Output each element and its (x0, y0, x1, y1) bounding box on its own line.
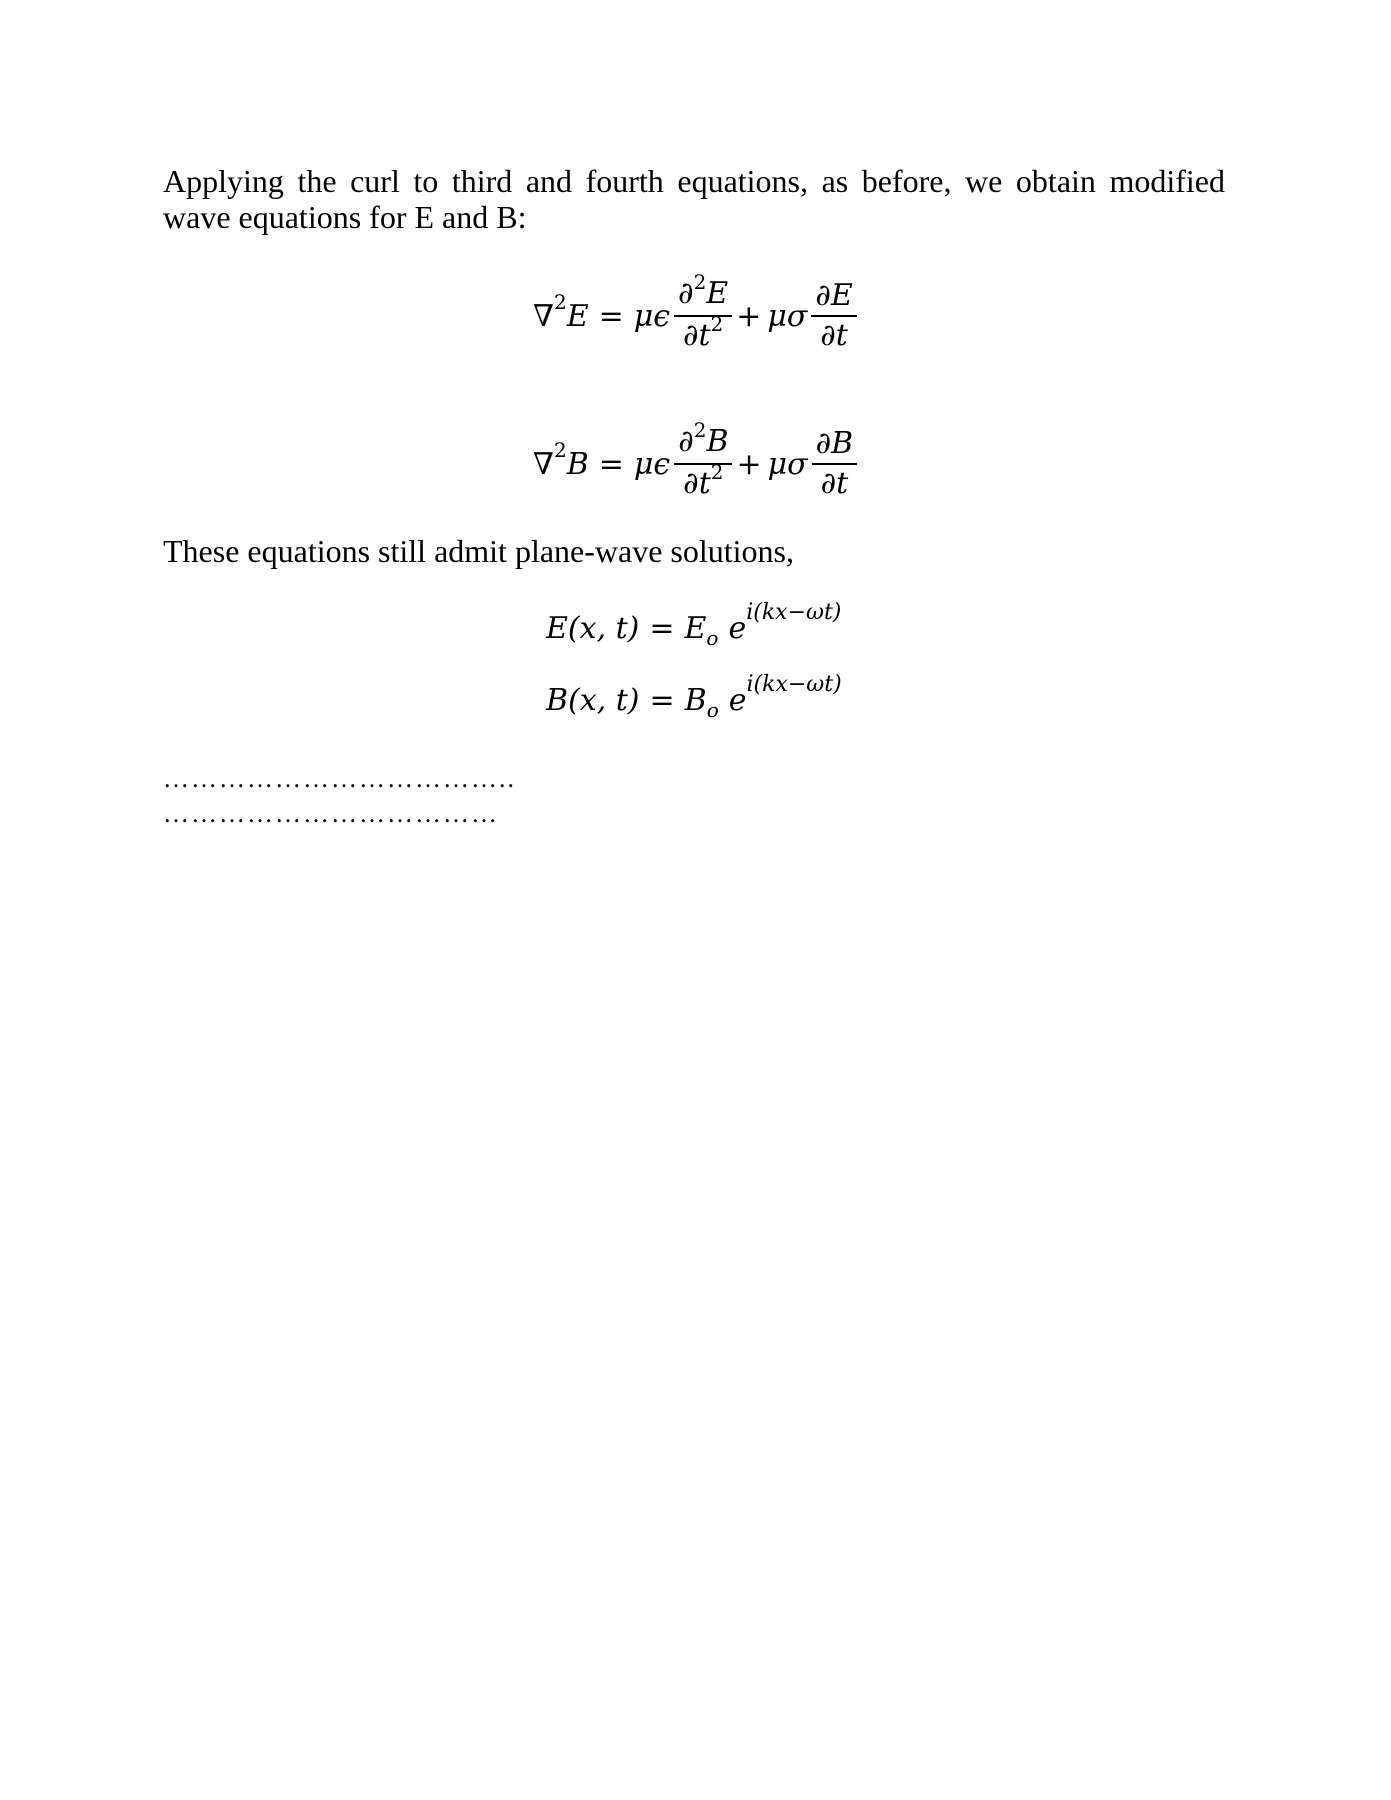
amplitude: E (684, 610, 707, 646)
first-derivative-fraction (812, 425, 858, 503)
fraction-denominator: $\partial t^2$ (682, 312, 724, 353)
plane-wave-solution-e (546, 599, 842, 653)
exponent: i(kx−ωt) (746, 599, 842, 625)
amplitude-subscript: o (706, 698, 719, 722)
fraction-numerator: ∂$^2$E (678, 270, 729, 311)
fraction-denominator: ∂t (820, 318, 848, 353)
second-derivative-fraction (674, 270, 732, 357)
laplacian-exponent: 2 (553, 438, 567, 462)
equals-sign: = (649, 682, 675, 718)
coefficient-mu-epsilon: μϵ (633, 298, 671, 334)
equals-sign: = (598, 298, 624, 334)
fraction-numerator: ∂B (815, 426, 854, 461)
ellipsis-line-1: ……………………………….. (163, 764, 516, 793)
coefficient-mu-sigma: μσ (767, 298, 808, 334)
plus-sign: + (736, 446, 762, 482)
laplacian-exponent: 2 (553, 290, 567, 314)
second-derivative-fraction (674, 418, 732, 505)
laplacian-operator: ∇ (533, 446, 554, 482)
equals-sign: = (649, 610, 675, 646)
exponential-base: e (728, 610, 747, 646)
lhs-variable: B (566, 446, 589, 482)
solution-lhs: B(x, t) (546, 682, 640, 718)
wave-equation-e (533, 271, 861, 361)
plane-wave-solution-b (546, 671, 842, 725)
equals-sign: = (598, 446, 624, 482)
amplitude-subscript: o (706, 626, 719, 650)
exponential-base: e (728, 682, 747, 718)
first-derivative-fraction (811, 277, 856, 355)
lhs-variable: E (566, 298, 589, 334)
plus-sign: + (736, 298, 762, 334)
coefficient-mu-sigma: μσ (767, 446, 808, 482)
plane-wave-paragraph: These equations still admit plane-wave solutions, (163, 533, 794, 569)
wave-equation-b (533, 419, 861, 509)
exponent: i(kx−ωt) (746, 671, 842, 697)
amplitude: B (684, 682, 707, 718)
fraction-denominator: $\partial t^2$ (683, 460, 724, 501)
ellipsis-line-2: ……………………………… (163, 799, 499, 828)
solution-lhs: E(x, t) (546, 610, 640, 646)
fraction-numerator: ∂$^2$B (678, 418, 729, 459)
fraction-numerator: ∂E (815, 278, 853, 313)
intro-paragraph: Applying the curl to third and fourth equations, as before, we obtain modified wave equations for E and B: (163, 163, 1225, 235)
fraction-denominator: ∂t (820, 466, 849, 501)
laplacian-operator: ∇ (533, 298, 554, 334)
coefficient-mu-epsilon: μϵ (633, 446, 671, 482)
